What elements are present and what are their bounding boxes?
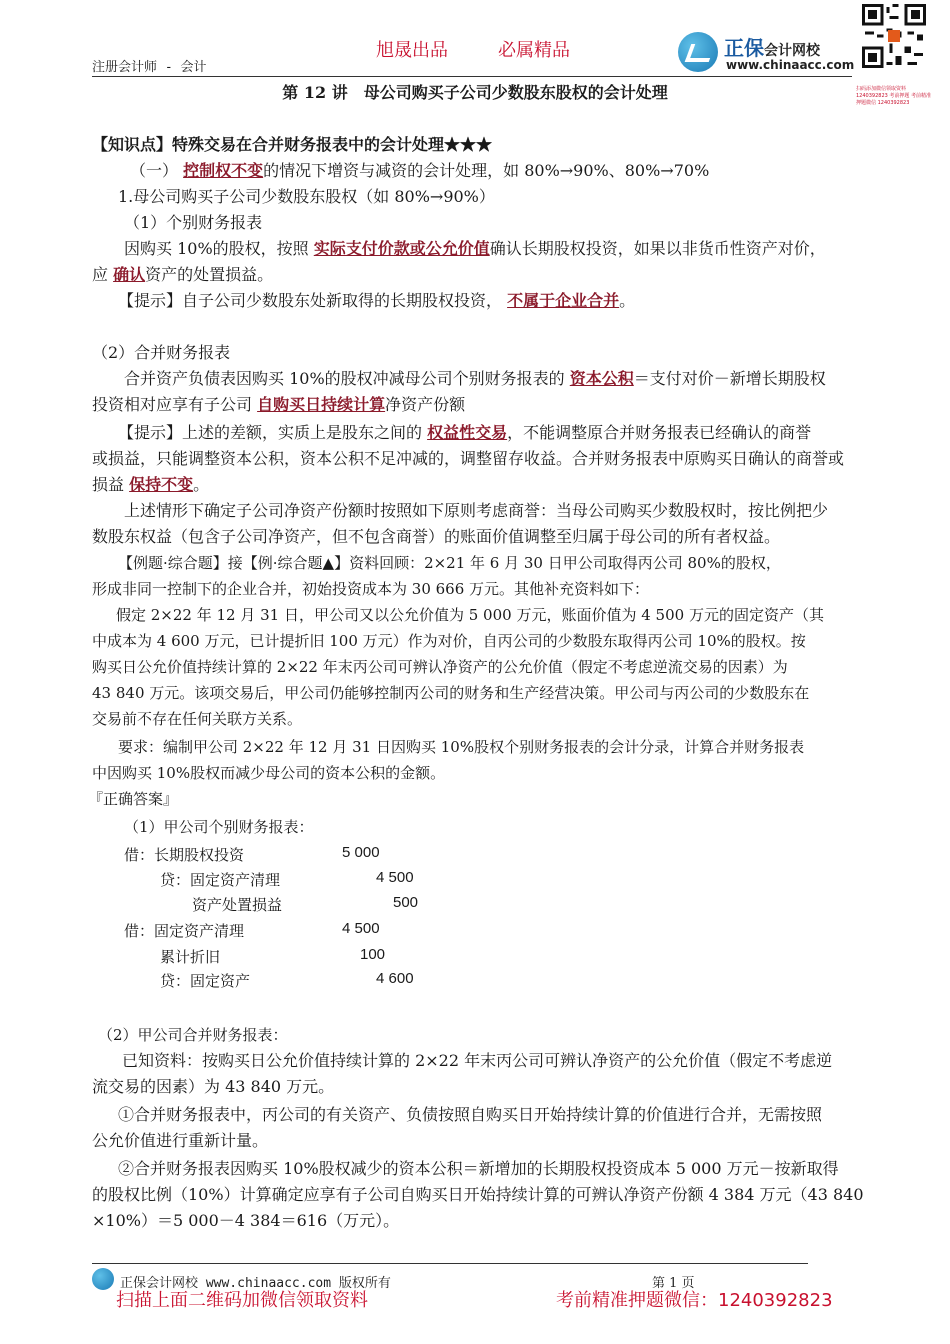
footer-promo-right: 考前精准押题微信：1240392823: [556, 1290, 833, 1311]
tip-text: 损益: [92, 475, 130, 494]
promo-right: 必属精品: [498, 40, 570, 61]
para-text: 因购买 10%的股权，按照: [124, 239, 314, 258]
qr-code-icon[interactable]: [862, 4, 926, 68]
section-individual: （1）个别财务报表: [124, 213, 263, 232]
para-text: 资产的处置损益。: [145, 265, 274, 284]
requirement-line-1: 要求：编制甲公司 2×22 年 12 月 31 日因购买 10%股权个别财务报表的会计分录，计算合并财务报表: [118, 738, 805, 756]
para-text: 合并资产负债表因购买 10%的股权冲减母公司个别财务报表的: [124, 369, 570, 388]
logo-sub: 会计网校: [764, 43, 820, 59]
page-number: 第 1 页: [652, 1276, 695, 1291]
answer-line-7: ×10%）＝5 000－4 384＝616（万元）。: [92, 1211, 400, 1230]
tip-2-line-1: [118, 420, 811, 446]
answer-part-2: （2）甲公司合并财务报表：: [98, 1026, 288, 1044]
example-line-7: 交易前不存在任何关联方关系。: [92, 710, 303, 728]
promo-left: 旭晟出品: [376, 40, 448, 61]
entry-amount: 4 500: [342, 920, 380, 937]
entry-label: 借：固定资产清理: [124, 922, 245, 940]
entry-label: 累计折旧: [160, 948, 221, 966]
qr-note: 扫码添加微信领取资料 1240392823 考前押题 考前精准押题微信 1240392823: [856, 86, 931, 106]
section-1-text: 的情况下增资与减资的会计处理，如 80%→90%、80%→70%: [263, 161, 710, 180]
example-line-3: 假定 2×22 年 12 月 31 日，甲公司又以公允价值为 5 000 万元，账面价值为 4 500 万元的固定资产（其: [116, 606, 824, 624]
section-1: [130, 158, 709, 184]
para-text: 投资相对应享有子公司: [92, 395, 258, 414]
logo-url: www.chinaacc.com: [726, 58, 855, 72]
entry-label: 资产处置损益: [192, 896, 283, 914]
footer-promo-left: 扫描上面二维码加微信领取资料: [116, 1290, 368, 1311]
requirement-line-2: 中因购买 10%股权而减少母公司的资本公积的金额。: [92, 764, 446, 782]
footer-logo-icon: [92, 1268, 114, 1290]
para-2-line-2: [92, 392, 465, 418]
example-line-1: 【例题·综合题】接【例·综合题▲】资料回顾：2×21 年 6 月 30 日甲公司取得丙公司 80%的股权，: [118, 554, 781, 572]
answer-line-6: 的股权比例（10%）计算确定应享有子公司自购买日开始持续计算的可辨认净资产份额 4 384 万元（43 840: [92, 1185, 864, 1204]
tip-text: 【提示】自子公司少数股东处新取得的长期股权投资，: [118, 291, 503, 310]
course-name: 注册会计师 - 会计: [92, 60, 207, 75]
tip-text: 。: [619, 291, 636, 310]
tip-text: 【提示】上述的差额，实质上是股东之间的: [118, 423, 428, 442]
section-1-index: （一）: [130, 161, 179, 180]
highlight-capital-reserve: 资本公积: [569, 369, 634, 388]
answer-line-2: 流交易的因素）为 43 840 万元。: [92, 1077, 335, 1096]
entry-label: 贷：固定资产: [160, 972, 251, 990]
highlight-continuous-calc: 自购买日持续计算: [257, 395, 386, 414]
entry-label: 借：长期股权投资: [124, 846, 245, 864]
header-divider: [92, 76, 852, 77]
logo-name: 正保: [724, 36, 764, 60]
para-3-line-2: 数股东权益（包含子公司净资产，但不包含商誉）的账面价值调整至归属于母公司的所有者权益。: [92, 527, 781, 546]
highlight-control-unchanged: 控制权不变: [183, 161, 264, 180]
example-line-2: 形成非同一控制下的企业合并，初始投资成本为 30 666 万元。其他补充资料如下：: [92, 580, 650, 598]
answer-line-4: 公允价值进行重新计量。: [92, 1131, 269, 1150]
para-1-line-2: [92, 262, 273, 288]
para-3-line-1: 上述情形下确定子公司净资产份额时按照如下原则考虑商誉：当母公司购买少数股权时，按比例把少: [124, 501, 829, 520]
section-1-1: 1.母公司购买子公司少数股东股权（如 80%→90%）: [118, 187, 495, 206]
answer-line-3: ①合并财务报表中，丙公司的有关资产、负债按照自购买日开始持续计算的价值进行合并，无需按照: [118, 1105, 823, 1124]
para-text: 净资产份额: [385, 395, 466, 414]
entry-label: 贷：固定资产清理: [160, 871, 281, 889]
logo-icon: [678, 32, 718, 72]
highlight-unchanged: 保持不变: [129, 475, 194, 494]
example-line-5: 购买日公允价值持续计算的 2×22 年末丙公司可辨认净资产的公允价值（假定不考虑逆流交易的因素）为: [92, 658, 788, 676]
example-line-6: 43 840 万元。该项交易后，甲公司仍能够控制丙公司的财务和生产经营决策。甲公司与丙公司的少数股东在: [92, 684, 810, 702]
highlight-actual-payment: 实际支付价款或公允价值: [313, 239, 490, 258]
footer-copyright: 正保会计网校 www.chinaacc.com 版权所有: [120, 1276, 391, 1291]
example-line-4: 中成本为 4 600 万元，已计提折旧 100 万元）作为对价，自丙公司的少数股东取得丙公司 10%的股权。按: [92, 632, 806, 650]
tip-1: [118, 288, 635, 314]
answer-line-5: ②合并财务报表因购买 10%股权减少的资本公积＝新增加的长期股权投资成本 5 000 万元－按新取得: [118, 1159, 839, 1178]
knowledge-heading: 【知识点】特殊交易在合并财务报表中的会计处理★★★: [92, 135, 493, 154]
para-text: 确认长期股权投资，如果以非货币性资产对价，: [489, 239, 826, 258]
entry-amount: 5 000: [342, 844, 380, 861]
highlight-equity-transaction: 权益性交易: [427, 423, 508, 442]
para-1-line-1: [124, 236, 826, 262]
para-2-line-1: [124, 366, 826, 392]
para-text: ＝支付对价－新增长期股权: [633, 369, 826, 388]
answer-part-1: （1）甲公司个别财务报表：: [124, 818, 314, 836]
entry-amount: 4 500: [376, 869, 414, 886]
highlight-recognize: 确认: [113, 265, 146, 284]
section-consolidated: （2）合并财务报表: [92, 343, 231, 362]
chinaacc-logo[interactable]: [678, 28, 858, 76]
tip-2-line-2: 或损益，只能调整资本公积，资本公积不足冲减的，调整留存收益。合并财务报表中原购买日确认的商誉或: [92, 449, 845, 468]
footer-divider: [92, 1263, 808, 1264]
answer-heading: 『正确答案』: [88, 790, 179, 808]
entry-amount: 500: [393, 894, 419, 911]
tip-text: ，不能调整原合并财务报表已经确认的商誉: [507, 423, 812, 442]
entry-amount: 100: [360, 946, 386, 963]
entry-amount: 4 600: [376, 970, 414, 987]
highlight-not-business-combination: 不属于企业合并: [507, 291, 620, 310]
answer-line-1: 已知资料：按购买日公允价值持续计算的 2×22 年末丙公司可辨认净资产的公允价值（假定不考虑逆: [122, 1051, 833, 1070]
tip-text: 。: [193, 475, 210, 494]
para-text: 应: [92, 265, 114, 284]
tip-2-line-3: [92, 472, 209, 498]
page-title: 第 12 讲 母公司购买子公司少数股东股权的会计处理: [282, 83, 668, 102]
